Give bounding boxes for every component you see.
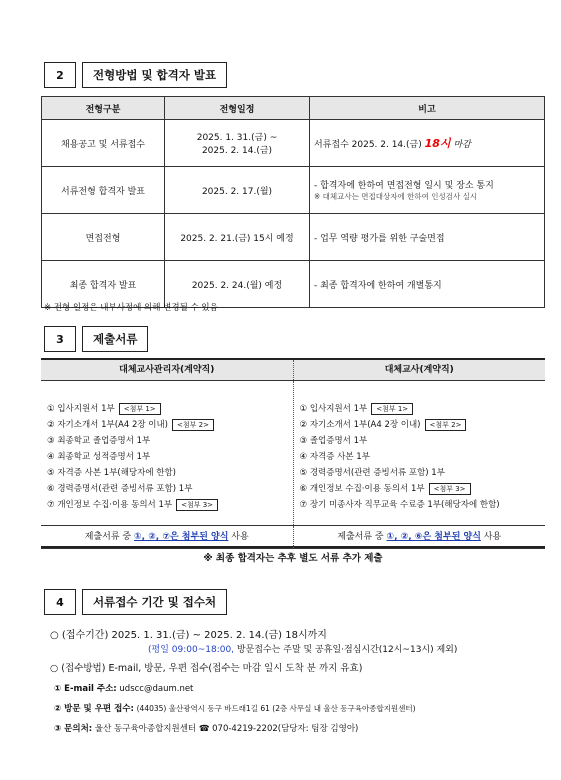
left-doc-list xyxy=(41,381,294,525)
table-row xyxy=(42,120,545,167)
section-title: 서류접수 기간 및 접수처 xyxy=(82,589,227,615)
schedule-footnote: ※ 전형 일정은 내부사정에 의해 변경될 수 있음 xyxy=(44,303,218,313)
table-row xyxy=(42,167,545,214)
row-type: 최종 합격자 발표 xyxy=(42,261,165,308)
document-item: ⑤ 경력증명서(관련 증빙서류 포함) 1부 xyxy=(299,468,445,478)
attachment-tag: <첨부 3> xyxy=(176,499,218,511)
row-date: 2025. 2. 24.(월) 예정 xyxy=(165,261,310,308)
document-item: ⑥ 개인정보 수집·이용 동의서 1부 <첨부 3> xyxy=(300,481,546,497)
col-header: 전형구분 xyxy=(42,97,165,120)
row-note: - 업무 역량 평가를 위한 구술면접 xyxy=(310,214,545,261)
receipt-email: ① E-mail 주소: udscc@daum.net xyxy=(54,684,194,694)
row-note: - 최종 합격자에 한하여 개별통지 xyxy=(310,261,545,308)
document-item: ⑦ 장기 미종사자 직무교육 수료증 1부(해당자에 한함) xyxy=(299,500,500,510)
section-number: 2 xyxy=(44,62,76,88)
document-item: ⑤ 자격증 사본 1부(해당자에 한함) xyxy=(47,468,177,478)
row-date: 2025. 2. 17.(월) xyxy=(165,167,310,214)
document-item: ① 입사지원서 1부 <첨부 1> xyxy=(47,401,293,417)
right-header: 대체교사(계약직) xyxy=(384,365,454,375)
section-number: 4 xyxy=(44,589,76,615)
section-4-header xyxy=(44,589,227,615)
col-header: 비고 xyxy=(310,97,545,120)
section-title: 제출서류 xyxy=(82,326,148,352)
receipt-visit: ② 방문 및 우편 접수: (44035) 울산광역시 동구 바드래1길 61 (2층 사무실 내 울산 동구육아종합지원센터) xyxy=(54,704,416,714)
right-doc-list xyxy=(294,381,546,525)
left-foot: 제출서류 중 ①, ②, ⑦은 첨부된 양식 사용 xyxy=(41,526,294,548)
receipt-period-sub: (평일 09:00~18:00, 방문접수는 주말 및 공휴일·점심시간(12시~13시) 제외) xyxy=(148,645,458,655)
row-type: 채용공고 및 서류접수 xyxy=(42,120,165,167)
row-note: 서류접수 2025. 2. 14.(금) 18시 마감 xyxy=(310,120,545,167)
section-2-header xyxy=(44,62,227,88)
document-item: ③ 최종학교 졸업증명서 1부 xyxy=(47,436,151,446)
documents-table xyxy=(41,358,545,564)
section-3-header xyxy=(44,326,148,352)
table-row xyxy=(42,214,545,261)
document-item: ④ 자격증 사본 1부 xyxy=(299,452,370,462)
attachment-tag: <첨부 2> xyxy=(172,419,214,431)
attachment-tag: <첨부 2> xyxy=(425,419,467,431)
receipt-method: ○ (접수방법) E-mail, 방문, 우편 접수(접수는 마감 일시 도착 분 까지 유효) xyxy=(50,663,363,674)
section-title: 전형방법 및 합격자 발표 xyxy=(82,62,227,88)
left-header: 대체교사관리자(계약직) xyxy=(41,360,294,380)
row-note: - 합격자에 한하여 면접전형 일시 및 장소 통지 ※ 대체교사는 면접대상자에 한하여 인성검사 실시 xyxy=(310,167,545,214)
attachment-tag: <첨부 3> xyxy=(429,483,471,495)
document-item: ⑥ 경력증명서(관련 증빙서류 포함) 1부 xyxy=(47,484,193,494)
attachment-tag: <첨부 1> xyxy=(371,403,413,415)
row-date: 2025. 1. 31.(금) ~ 2025. 2. 14.(금) xyxy=(165,120,310,167)
section-number: 3 xyxy=(44,326,76,352)
row-type: 서류전형 합격자 발표 xyxy=(42,167,165,214)
schedule-table xyxy=(41,96,545,308)
row-date: 2025. 2. 21.(금) 15시 예정 xyxy=(165,214,310,261)
col-header: 전형일정 xyxy=(165,97,310,120)
document-item: ④ 최종학교 성적증명서 1부 xyxy=(47,452,151,462)
final-note: ※ 최종 합격자는 추후 별도 서류 추가 제출 xyxy=(203,553,383,564)
attachment-tag: <첨부 1> xyxy=(119,403,161,415)
receipt-period: ○ (접수기간) 2025. 1. 31.(금) ~ 2025. 2. 14.(금) 18시까지 xyxy=(50,630,327,641)
document-item: ① 입사지원서 1부 <첨부 1> xyxy=(300,401,546,417)
document-item: ② 자기소개서 1부(A4 2장 이내) <첨부 2> xyxy=(300,417,546,433)
document-item: ③ 졸업증명서 1부 xyxy=(299,436,368,446)
row-type: 면접전형 xyxy=(42,214,165,261)
right-foot: 제출서류 중 ①, ②, ⑥은 첨부된 양식 사용 xyxy=(337,532,502,542)
document-item: ② 자기소개서 1부(A4 2장 이내) <첨부 2> xyxy=(47,417,293,433)
document-item: ⑦ 개인정보 수집·이용 동의서 1부 <첨부 3> xyxy=(47,497,293,513)
receipt-inquiry: ③ 문의처: 울산 동구육아종합지원센터 ☎ 070-4219-2202(담당자: 팀장 김영아) xyxy=(54,724,359,734)
